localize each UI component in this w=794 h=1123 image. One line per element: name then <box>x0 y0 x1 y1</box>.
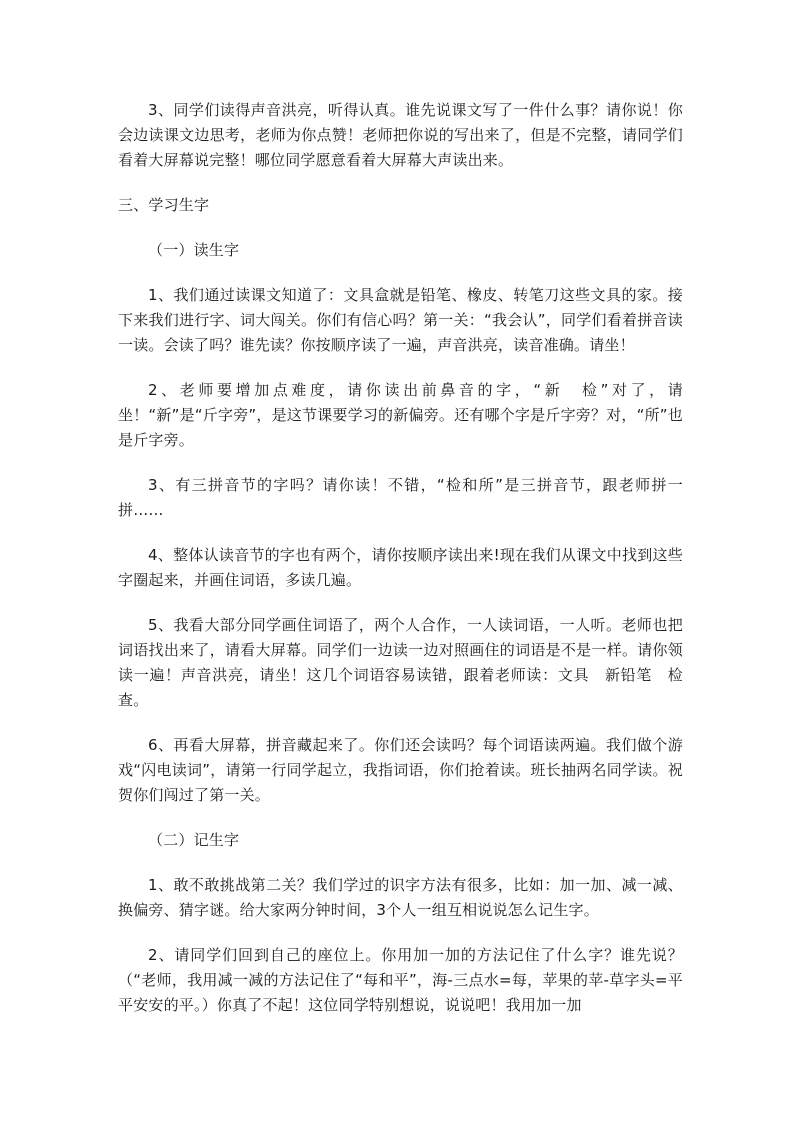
paragraph-1-second-level: 1、敢不敢挑战第二关？我们学过的识字方法有很多，比如：加一加、减一减、换偏旁、猜字谜。给大家两分钟时间，3个人一组互相说说怎么记生字。 <box>118 876 683 919</box>
section-heading-learn-characters: 三、学习生字 <box>118 196 210 214</box>
paragraph-2-add-subtract-method: 2、请同学们回到自己的座位上。你用加一加的方法记住了什么字？谁先说？（“老师，我用减一减的方法记住了“每和平”，海-三点水=每，苹果的苹-草字头=平平安安的平。）你真了不起！这位同学特别想说，说说吧！我用加一加 <box>118 946 683 1014</box>
paragraph-5-pair-reading: 5、我看大部分同学画住词语了，两个人合作，一人读词语，一人听。老师也把词语找出来了，请看大屏幕。同学们一边读一边对照画住的词语是不是一样。请你领读一遍！声音洪亮，请坐！这几个词语容易读错，跟着老师读：文具 新铅笔 检查。 <box>118 616 683 709</box>
paragraph-3-retell: 3、同学们读得声音洪亮，听得认真。谁先说课文写了一件什么事？请你说！你会边读课文边思考，老师为你点赞！老师把你说的写出来了，但是不完整，请同学们看着大屏幕说完整！哪位同学愿意看着大屏幕大声读出来。 <box>118 101 683 169</box>
paragraph-2-front-nasal: 2、老师要增加点难度，请你读出前鼻音的字，“新 检”对了，请坐！“新”是“斤字旁”，是这节课要学习的新偏旁。还有哪个字是斤字旁？对，“所”也是斤字旁。 <box>118 381 683 449</box>
paragraph-1-read-pinyin: 1、我们通过读课文知道了：文具盒就是铅笔、橡皮、转笔刀这些文具的家。接下来我们进行字、词大闯关。你们有信心吗？第一关：“我会认”，同学们看着拼音读一读。会读了吗？谁先读？你按顺序读了一遍，声音洪亮，读音准确。请坐！ <box>118 286 683 354</box>
paragraph-6-flash-game: 6、再看大屏幕，拼音藏起来了。你们还会读吗？每个词语读两遍。我们做个游戏“闪电读词”，请第一行同学起立，我指词语，你们抢着读。班长抽两名同学读。祝贺你们闯过了第一关。 <box>118 736 683 804</box>
paragraph-3-triple-syllable: 3、有三拼音节的字吗？请你读！不错，“检和所”是三拼音节，跟老师拼一拼…… <box>118 476 683 519</box>
subheading-memorize-characters: （二）记生字 <box>148 831 240 849</box>
subheading-read-characters: （一）读生字 <box>148 241 240 259</box>
document-body <box>118 98 683 1038</box>
paragraph-4-whole-syllable: 4、整体认读音节的字也有两个，请你按顺序读出来!现在我们从课文中找到这些字圈起来，并画住词语，多读几遍。 <box>118 546 683 589</box>
